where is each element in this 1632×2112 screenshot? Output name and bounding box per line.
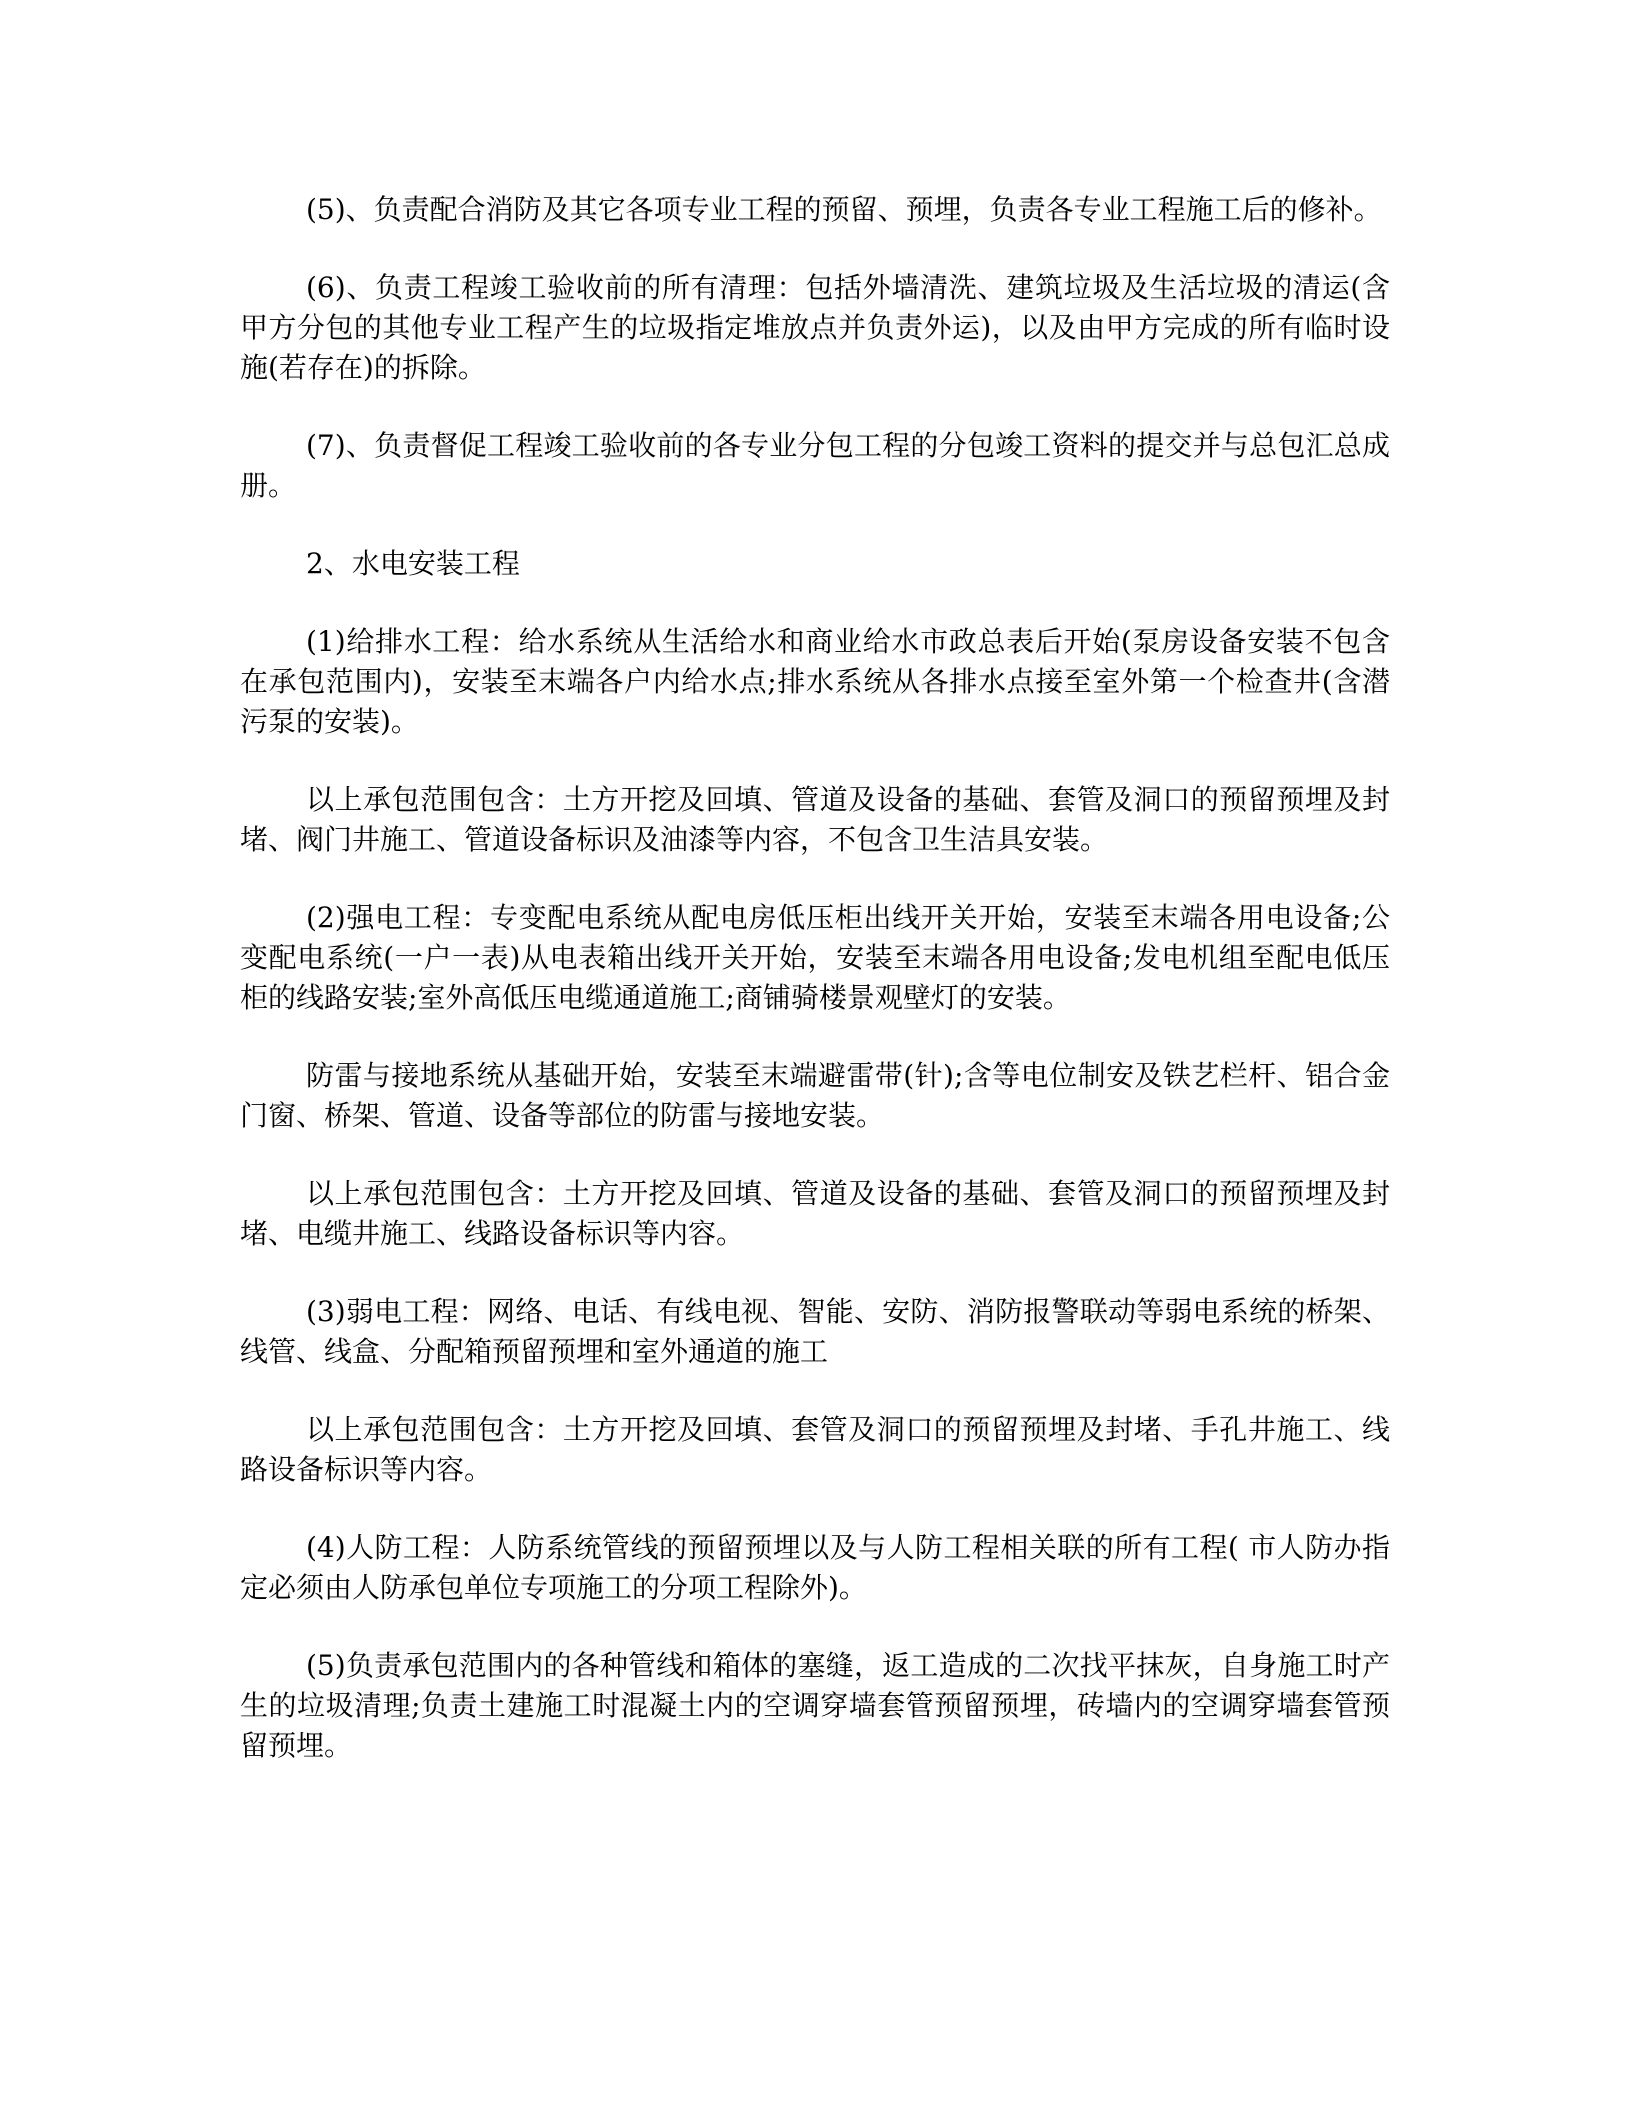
paragraph-item-5-repair: (5)、负责配合消防及其它各项专业工程的预留、预埋，负责各专业工程施工后的修补。 — [306, 193, 1382, 226]
paragraph-item-7-completion-docs: (7)、负责督促工程竣工验收前的各专业分包工程的分包竣工资料的提交并与总包汇总成册。 — [240, 429, 1390, 502]
paragraph-electric-scope: 以上承包范围包含：土方开挖及回填、管道及设备的基础、套管及洞口的预留预埋及封堵、电缆井施工、线路设备标识等内容。 — [240, 1177, 1390, 1250]
paragraph-weak-current-scope: 以上承包范围包含：土方开挖及回填、套管及洞口的预留预埋及封堵、手孔井施工、线路设备标识等内容。 — [240, 1413, 1390, 1486]
paragraph-lightning-grounding: 防雷与接地系统从基础开始，安装至末端避雷带(针);含等电位制安及铁艺栏杆、铝合金门窗、桥架、管道、设备等部位的防雷与接地安装。 — [240, 1059, 1390, 1132]
paragraph-sealing-and-sleeves: (5)负责承包范围内的各种管线和箱体的塞缝，返工造成的二次找平抹灰，自身施工时产生的垃圾清理;负责土建施工时混凝土内的空调穿墙套管预留预埋，砖墙内的空调穿墙套管预留预埋。 — [240, 1649, 1390, 1762]
paragraph-civil-defense: (4)人防工程：人防系统管线的预留预埋以及与人防工程相关联的所有工程( 市人防办指定必须由人防承包单位专项施工的分项工程除外)。 — [240, 1531, 1390, 1604]
paragraph-water-scope: 以上承包范围包含：土方开挖及回填、管道及设备的基础、套管及洞口的预留预埋及封堵、阀门井施工、管道设备标识及油漆等内容，不包含卫生洁具安装。 — [240, 783, 1390, 856]
document-body — [240, 190, 1390, 1804]
section-heading-water-electric: 2、水电安装工程 — [306, 547, 520, 580]
paragraph-weak-current: (3)弱电工程：网络、电话、有线电视、智能、安防、消防报警联动等弱电系统的桥架、线管、线盒、分配箱预留预埋和室外通道的施工 — [240, 1295, 1390, 1368]
paragraph-item-6-cleanup: (6)、负责工程竣工验收前的所有清理：包括外墙清洗、建筑垃圾及生活垃圾的清运(含甲方分包的其他专业工程产生的垃圾指定堆放点并负责外运)，以及由甲方完成的所有临时设施(若存在)的拆除。 — [240, 271, 1390, 384]
paragraph-strong-current: (2)强电工程：专变配电系统从配电房低压柜出线开关开始，安装至末端各用电设备;公变配电系统(一户一表)从电表箱出线开关开始，安装至末端各用电设备;发电机组至配电低压柜的线路安装;室外高低压电缆通道施工;商铺骑楼景观壁灯的安装。 — [240, 901, 1390, 1014]
paragraph-water-supply-drainage: (1)给排水工程：给水系统从生活给水和商业给水市政总表后开始(泵房设备安装不包含在承包范围内)，安装至末端各户内给水点;排水系统从各排水点接至室外第一个检查井(含潜污泵的安装)。 — [240, 625, 1390, 738]
